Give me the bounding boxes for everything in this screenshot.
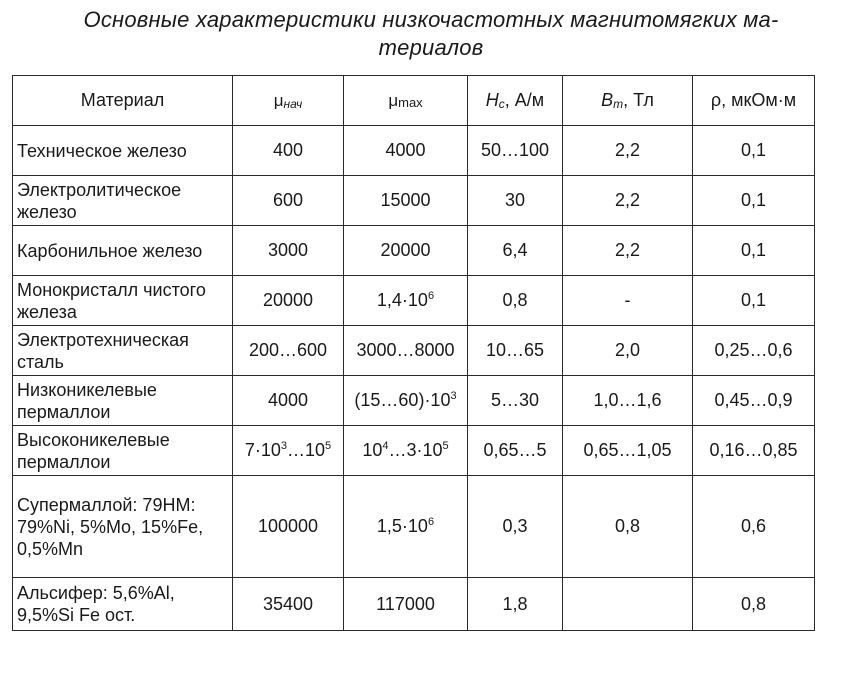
- table-row: [13, 578, 815, 631]
- cell-induction: 0,8: [563, 476, 693, 578]
- caption-line-2: териалов: [378, 35, 484, 60]
- header-resistivity: ρ, мкОм·м: [693, 76, 815, 126]
- header-mu-max: μmax: [344, 76, 468, 126]
- cell-induction: 2,2: [563, 126, 693, 176]
- cell-coercivity: 10…65: [468, 326, 563, 376]
- cell-resistivity: 0,1: [693, 226, 815, 276]
- cell-mu-max: 15000: [344, 176, 468, 226]
- cell-induction: 1,0…1,6: [563, 376, 693, 426]
- cell-mu-max: 4000: [344, 126, 468, 176]
- header-row: [13, 76, 815, 126]
- cell-coercivity: 0,65…5: [468, 426, 563, 476]
- cell-resistivity: 0,25…0,6: [693, 326, 815, 376]
- cell-mu-initial: 600: [233, 176, 344, 226]
- cell-material: Супермаллой: 79НМ: 79%Ni, 5%Mo, 15%Fe, 0,5%Mn: [13, 476, 233, 578]
- header-material: Материал: [13, 76, 233, 126]
- cell-induction: -: [563, 276, 693, 326]
- table-row: [13, 276, 815, 326]
- cell-resistivity: 0,1: [693, 176, 815, 226]
- caption-line-1: Основные характеристики низкочастотных магнитомягких ма-: [83, 7, 779, 32]
- cell-material: Электротехническая сталь: [13, 326, 233, 376]
- cell-resistivity: 0,1: [693, 276, 815, 326]
- cell-mu-max: 117000: [344, 578, 468, 631]
- cell-coercivity: 50…100: [468, 126, 563, 176]
- materials-table: [12, 75, 815, 631]
- cell-material: Альсифер: 5,6%Al, 9,5%Si Fe ост.: [13, 578, 233, 631]
- cell-coercivity: 30: [468, 176, 563, 226]
- table-caption: [20, 6, 842, 62]
- cell-coercivity: 1,8: [468, 578, 563, 631]
- cell-resistivity: 0,6: [693, 476, 815, 578]
- cell-resistivity: 0,16…0,85: [693, 426, 815, 476]
- table-row: [13, 126, 815, 176]
- cell-mu-initial: 35400: [233, 578, 344, 631]
- table-row: [13, 476, 815, 578]
- cell-mu-max: 20000: [344, 226, 468, 276]
- cell-mu-max: $(15\dots 60)\cdot 10^3$: [344, 376, 468, 426]
- cell-mu-initial: 3000: [233, 226, 344, 276]
- cell-material: Монокристалл чистого железа: [13, 276, 233, 326]
- cell-mu-initial: 4000: [233, 376, 344, 426]
- table-row: [13, 226, 815, 276]
- cell-coercivity: 0,8: [468, 276, 563, 326]
- cell-material: Низконикелевые пермаллои: [13, 376, 233, 426]
- cell-material: Техническое железо: [13, 126, 233, 176]
- cell-mu-initial: 200…600: [233, 326, 344, 376]
- table-row: [13, 426, 815, 476]
- cell-coercivity: 6,4: [468, 226, 563, 276]
- cell-induction: [563, 578, 693, 631]
- cell-coercivity: 5…30: [468, 376, 563, 426]
- table-row: [13, 376, 815, 426]
- cell-material: Высоконикелевые пермаллои: [13, 426, 233, 476]
- cell-resistivity: 0,45…0,9: [693, 376, 815, 426]
- cell-induction: 2,2: [563, 176, 693, 226]
- cell-mu-max: $1,4\cdot 10^6$: [344, 276, 468, 326]
- cell-induction: 2,0: [563, 326, 693, 376]
- table-row: [13, 326, 815, 376]
- header-mu-initial: μнач: [233, 76, 344, 126]
- cell-resistivity: 0,1: [693, 126, 815, 176]
- cell-induction: 2,2: [563, 226, 693, 276]
- header-induction: Bm, Тл: [563, 76, 693, 126]
- cell-material: Электролитическое железо: [13, 176, 233, 226]
- cell-mu-max: 3000…8000: [344, 326, 468, 376]
- cell-material: Карбонильное железо: [13, 226, 233, 276]
- cell-mu-max: $10^4\dots 3\cdot 10^5$: [344, 426, 468, 476]
- cell-mu-initial: 400: [233, 126, 344, 176]
- header-coercivity: Hc, А/м: [468, 76, 563, 126]
- cell-mu-initial: 100000: [233, 476, 344, 578]
- cell-induction: 0,65…1,05: [563, 426, 693, 476]
- cell-mu-initial: $7\cdot 10^3\dots 10^5$: [233, 426, 344, 476]
- cell-mu-max: $1,5\cdot 10^6$: [344, 476, 468, 578]
- cell-resistivity: 0,8: [693, 578, 815, 631]
- cell-mu-initial: 20000: [233, 276, 344, 326]
- table-row: [13, 176, 815, 226]
- cell-coercivity: 0,3: [468, 476, 563, 578]
